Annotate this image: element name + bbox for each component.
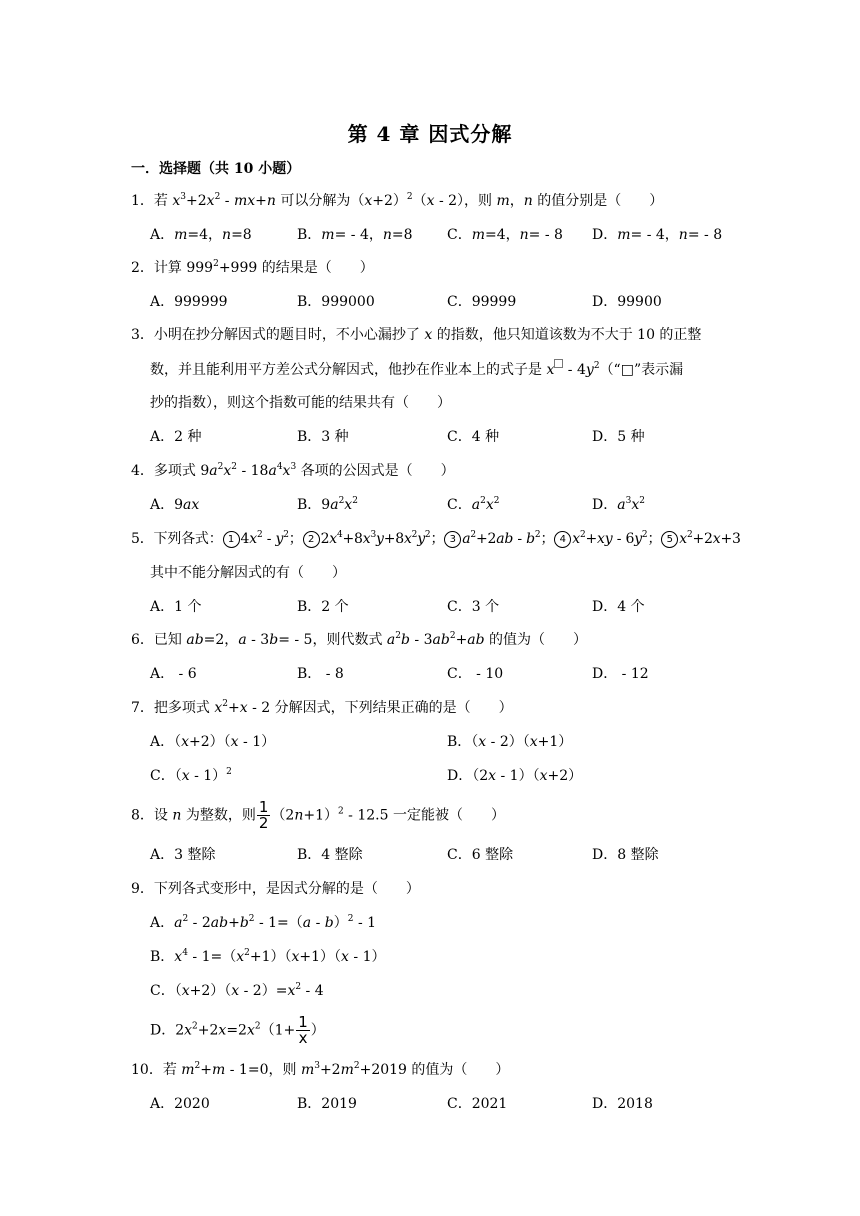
q3-option-d: D．5 种 bbox=[592, 429, 645, 445]
q7-option-d: D．（2x - 1）（x+2） bbox=[447, 768, 583, 784]
q1-option-c: C．m=4，n= - 8 bbox=[447, 227, 563, 243]
q7-option-c: C．（x - 1）$^2$ bbox=[150, 767, 232, 784]
q2-option-c: C．99999 bbox=[447, 294, 517, 310]
q9-option-a: A．$a^2 - 2ab+b^2 - 1=(a - b)^2 - 1$ bbox=[150, 914, 377, 931]
q6-option-c: C． - 10 bbox=[447, 666, 504, 682]
q6-option-a: A． - 6 bbox=[150, 666, 197, 682]
missing-exponent-box bbox=[554, 359, 563, 368]
q5-option-a: A．1 个 bbox=[150, 599, 202, 615]
q4-option-d: D．$a^3x^2$ bbox=[592, 496, 645, 513]
question-1-stem: 1．若 $x^3+2x^2 - mx+n$ 可以分解为$(x+2)^2(x - 2)$，则 m，n 的值分别是（ ） bbox=[131, 192, 664, 209]
q4-option-b: B．$9a^2x^2$ bbox=[297, 496, 358, 513]
fraction-one-half: $\frac{1}{2}$ bbox=[258, 798, 269, 832]
question-3-line-2: 数，并且能利用平方差公式分解因式，他抄在作业本上的式子是 x - $4y^2(“□$”表示漏 bbox=[150, 361, 684, 378]
q8-option-c: C．6 整除 bbox=[447, 847, 514, 863]
question-10-stem: 10．若 $m^2+m - 1=0$，则 $m^3+2m^2+2019$ 的值为（ ） bbox=[131, 1061, 510, 1078]
q2-option-b: B．999000 bbox=[297, 294, 375, 310]
q9-option-d: D．$2x^2+2x=2x^2(1+$ $\frac{1}{x}$ ） bbox=[150, 1013, 325, 1047]
question-6-stem: 6．已知 ab=2，a - 3b= - 5，则代数式 $a^2b - 3ab^2+ab$ 的值为（ ） bbox=[131, 631, 588, 648]
q10-option-d: D．2018 bbox=[592, 1096, 653, 1112]
question-2-stem: 2．计算 $999^2+999$ 的结果是（ ） bbox=[131, 259, 374, 276]
q3-option-a: A．2 种 bbox=[150, 429, 202, 445]
question-5-line-2: 其中不能分解因式的有（ ） bbox=[150, 565, 346, 581]
q7-option-a: A．（x+2）（x - 1） bbox=[150, 734, 276, 750]
q7-option-b: B．（x - 2）（x+1） bbox=[447, 734, 573, 750]
q4-option-c: C．$a^2x^2$ bbox=[447, 496, 500, 513]
section-heading: 一．选择题（共 10 小题） bbox=[131, 161, 301, 177]
q4-option-a: A．9ax bbox=[150, 497, 200, 513]
q5-option-c: C．3 个 bbox=[447, 599, 500, 615]
q10-option-b: B．2019 bbox=[297, 1096, 357, 1112]
page-title: 第 4 章 因式分解 bbox=[347, 122, 513, 146]
q3-option-b: B．3 种 bbox=[297, 429, 349, 445]
q10-option-c: C．2021 bbox=[447, 1096, 508, 1112]
q2-option-a: A．999999 bbox=[150, 294, 228, 310]
q5-option-d: D．4 个 bbox=[592, 599, 645, 615]
q9-option-c: C．$(x+2)(x - 2)=x^2 - 4$ bbox=[150, 982, 324, 999]
q1-option-d: D．m= - 4，n= - 8 bbox=[592, 227, 723, 243]
q6-option-d: D． - 12 bbox=[592, 666, 649, 682]
q3-option-c: C．4 种 bbox=[447, 429, 500, 445]
q8-option-d: D．8 整除 bbox=[592, 847, 659, 863]
question-7-stem: 7．把多项式 $x^2+x - 2$ 分解因式，下列结果正确的是（ ） bbox=[131, 699, 513, 716]
q9-option-b: B．$x^4 - 1=(x^2+1)(x+1)(x - 1)$ bbox=[150, 948, 386, 965]
question-8-stem: 8．设 n 为整数，则 $\frac{1}{2}$ $(2n+1)^2 - 12.5$ 一定能被（ ） bbox=[131, 798, 505, 832]
question-3-line-3: 抄的指数），则这个指数可能的结果共有（ ） bbox=[150, 395, 451, 411]
q6-option-b: B． - 8 bbox=[297, 666, 344, 682]
q8-option-a: A．3 整除 bbox=[150, 847, 216, 863]
q1-option-a: A．m=4，n=8 bbox=[150, 227, 252, 243]
q5-option-b: B．2 个 bbox=[297, 599, 349, 615]
fraction-one-over-x: $\frac{1}{x}$ bbox=[298, 1013, 308, 1047]
question-3-line-1: 3．小明在抄分解因式的题目时，不小心漏抄了 x 的指数，他只知道该数为不大于 10 的正整 bbox=[131, 327, 702, 343]
question-5-stem: 5．下列各式： 1 $4x^2 - y^2$； 2 $2x^4+8x^3y+8x^2y^2$； 3 $a^2+2ab - b^2$； 4 $x^2+xy - 6y^2$； 5 $x^2+2x+3$ bbox=[131, 530, 741, 547]
q1-option-b: B．m= - 4，n=8 bbox=[297, 227, 413, 243]
question-4-stem: 4．多项式 $9a^2x^2 - 18a^4x^3$ 各项的公因式是（ ） bbox=[131, 462, 455, 479]
question-9-stem: 9．下列各式变形中，是因式分解的是（ ） bbox=[131, 881, 420, 897]
q10-option-a: A．2020 bbox=[150, 1096, 210, 1112]
q8-option-b: B．4 整除 bbox=[297, 847, 363, 863]
q2-option-d: D．99900 bbox=[592, 294, 662, 310]
